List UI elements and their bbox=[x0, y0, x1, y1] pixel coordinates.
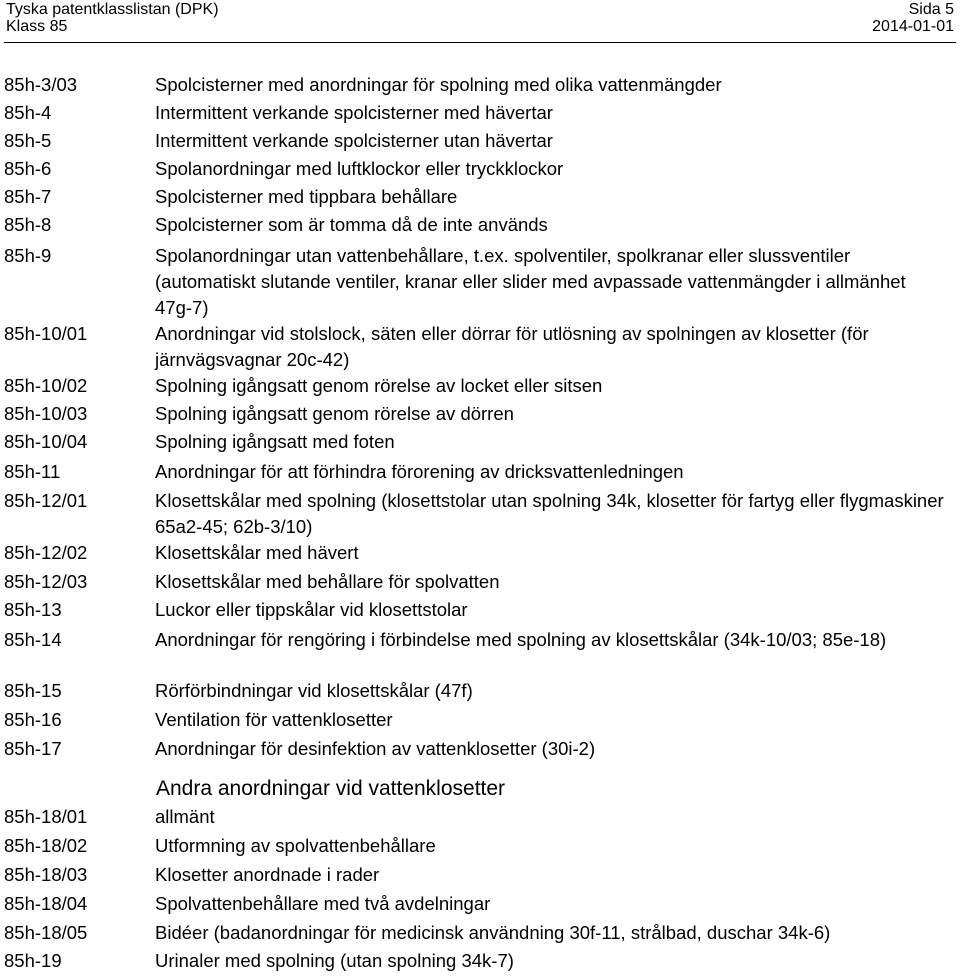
class-description: Klosettskålar med spolning (klosettstolar utan spolning 34k, klosetter för fartyg eller flygmaskiner 65a2-45; 62b-3/10) bbox=[155, 490, 944, 537]
class-code: 85h-18/05 bbox=[4, 922, 88, 943]
class-description: Spolanordningar utan vattenbehållare, t.ex. spolventiler, spolkranar eller slussventiler (automatiskt slutande ventiler, kranar eller slider med avpassade vattenmängder i allmänhet 47g-7) bbox=[155, 245, 906, 318]
class-code: 85h-10/04 bbox=[4, 431, 88, 452]
class-description: Klosetter anordnade i rader bbox=[155, 864, 380, 885]
class-description: Utformning av spolvattenbehållare bbox=[155, 835, 436, 856]
class-code: 85h-18/02 bbox=[4, 835, 88, 856]
page-header-bottom bbox=[6, 17, 954, 37]
class-code: 85h-12/01 bbox=[4, 490, 88, 511]
class-code: 85h-15 bbox=[4, 680, 62, 701]
class-code: 85h-14 bbox=[4, 629, 62, 650]
class-code: 85h-5 bbox=[4, 130, 52, 151]
class-description: Luckor eller tippskålar vid klosettstolar bbox=[155, 599, 468, 620]
class-description: Klosettskålar med hävert bbox=[155, 542, 359, 563]
class-label: Klass 85 bbox=[6, 18, 68, 35]
class-description: Anordningar vid stolslock, säten eller dörrar för utlösning av spolningen av klosetter (för järnvägsvagnar 20c-42) bbox=[155, 323, 869, 370]
document-title: Tyska patentklasslistan (DPK) bbox=[6, 1, 219, 18]
class-description: Anordningar för att förhindra förorening av dricksvattenledningen bbox=[155, 461, 684, 482]
class-code: 85h-4 bbox=[4, 102, 52, 123]
class-code: 85h-9 bbox=[4, 245, 52, 266]
class-code: 85h-18/03 bbox=[4, 864, 88, 885]
class-code: 85h-16 bbox=[4, 709, 62, 730]
class-description: Spolvattenbehållare med två avdelningar bbox=[155, 893, 491, 914]
class-code: 85h-10/01 bbox=[4, 323, 88, 344]
class-code: 85h-12/03 bbox=[4, 571, 88, 592]
class-code: 85h-6 bbox=[4, 158, 52, 179]
class-code: 85h-13 bbox=[4, 599, 62, 620]
class-description: Spolcisterner med tippbara behållare bbox=[155, 186, 458, 207]
class-description: Intermittent verkande spolcisterner med hävertar bbox=[155, 102, 553, 123]
class-description: Intermittent verkande spolcisterner utan hävertar bbox=[155, 130, 553, 151]
class-description: Spolning igångsatt genom rörelse av dörren bbox=[155, 403, 514, 424]
class-description: Klosettskålar med behållare för spolvatten bbox=[155, 571, 500, 592]
class-code: 85h-10/02 bbox=[4, 375, 88, 396]
class-description: Spolning igångsatt genom rörelse av locket eller sitsen bbox=[155, 375, 603, 396]
class-code: 85h-19 bbox=[4, 950, 62, 971]
class-description: Anordningar för desinfektion av vattenklosetter (30i-2) bbox=[155, 738, 596, 759]
class-code: 85h-18/01 bbox=[4, 806, 88, 827]
document-date: 2014-01-01 bbox=[872, 18, 954, 35]
class-description: Ventilation för vattenklosetter bbox=[155, 709, 393, 730]
class-code: 85h-7 bbox=[4, 186, 52, 207]
class-description: Anordningar för rengöring i förbindelse med spolning av klosettskålar (34k-10/03; 85e-18) bbox=[155, 629, 887, 650]
header-divider bbox=[4, 42, 956, 43]
class-description: Spolanordningar med luftklockor eller tryckklockor bbox=[155, 158, 564, 179]
page-number: Sida 5 bbox=[908, 1, 954, 18]
class-code: 85h-8 bbox=[4, 214, 52, 235]
class-description: Urinaler med spolning (utan spolning 34k-7) bbox=[155, 950, 514, 971]
class-description: Rörförbindningar vid klosettskålar (47f) bbox=[155, 680, 473, 701]
class-code: 85h-10/03 bbox=[4, 403, 88, 424]
class-description: Spolcisterner som är tomma då de inte används bbox=[155, 214, 548, 235]
class-code: 85h-11 bbox=[4, 461, 61, 482]
class-description: allmänt bbox=[155, 806, 215, 827]
class-code: 85h-17 bbox=[4, 738, 62, 759]
class-description: Spolcisterner med anordningar för spolning med olika vattenmängder bbox=[155, 74, 722, 95]
class-code: 85h-12/02 bbox=[4, 542, 88, 563]
class-description: Spolning igångsatt med foten bbox=[155, 431, 395, 452]
section-heading: Andra anordningar vid vattenklosetter bbox=[156, 777, 506, 800]
class-code: 85h-3/03 bbox=[4, 74, 78, 95]
class-code: 85h-18/04 bbox=[4, 893, 88, 914]
class-description: Bidéer (badanordningar för medicinsk användning 30f-11, strålbad, duschar 34k-6) bbox=[155, 922, 831, 943]
